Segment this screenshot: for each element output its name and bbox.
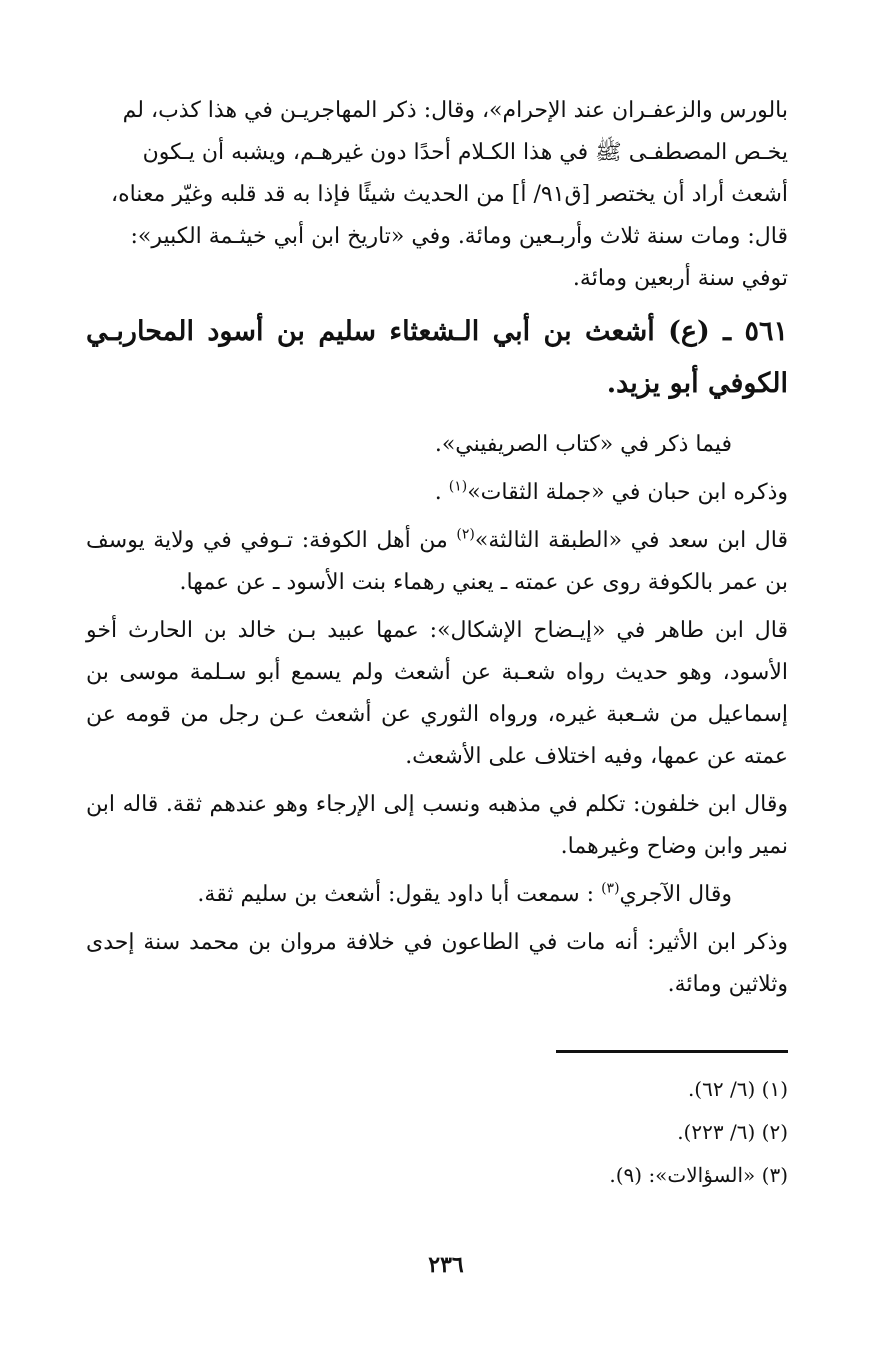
- footnote-ref-1: (١): [448, 478, 468, 495]
- paragraph-text: قال ابن سعد في «الطبقة الثالثة»: [474, 528, 788, 553]
- footnote-ref-3: (٣): [601, 880, 620, 897]
- footnote-1: (١) (٦/ ٦٢).: [687, 1077, 788, 1101]
- paragraph-ibn-athir: وذكر ابن الأثير: أنه مات في الطاعون في خلافة مروان بن محمد سنة إحدى وثلاثين ومائة.: [86, 930, 788, 997]
- paragraph-text: وقال الآجري: [619, 882, 732, 907]
- paragraph-text-cont: : سمعت أبا داود يقول: أشعث بن سليم ثقة.: [197, 882, 602, 907]
- text-line: بالورس والزعفـران عند الإحرام»، وقال: ذكر المهاجريـن في هذا كذب، لم: [122, 98, 788, 123]
- paragraph-text-cont: من أهل الكوفة: تـوفي في ولاية يوسف بن عمر بالكوفة روى عن عمته ـ يعني رهماء بنت الأسود ـ عن عمها.: [86, 528, 788, 595]
- text-line: توفي سنة أربعين ومائة.: [572, 266, 788, 291]
- page-number: ٢٣٦: [428, 1252, 464, 1278]
- footnote-3: (٣) «السؤالات»: (٩).: [609, 1163, 788, 1187]
- page-body: [86, 90, 788, 1012]
- paragraph-ibn-tahir: قال ابن طاهر في «إيـضاح الإشكال»: عمها عبيد بـن خالد بن الحارث أخو الأسود، وهو حديث رواه شعـبة عن أشعث ولم يسمع أبو سـلمة موسى بن إسماعيل من شـعبة غيره، ورواه الثوري عن أشعث عـن رجل من قومه عن عمته عن عمها، وفيه اختلاف على الأشعث.: [86, 618, 788, 769]
- paragraph-sarifini: فيما ذكر في «كتاب الصريفيني».: [434, 432, 732, 457]
- continued-paragraph: [86, 90, 788, 300]
- paragraph-ajurri: [86, 874, 788, 916]
- footnote-2: (٢) (٦/ ٢٢٣).: [677, 1120, 788, 1144]
- footnotes: [420, 1068, 788, 1197]
- paragraph-end: .: [434, 480, 449, 505]
- text-line: يخـص المصطفـى ﷺ في هذا الكـلام أحدًا دون غيرهـم، ويشبه أن يـكون: [142, 140, 788, 165]
- footnote-ref-2: (٢): [456, 526, 475, 543]
- paragraph-ibn-saad: [86, 520, 788, 604]
- entry-heading: ٥٦١ ـ (ع) أشعث بن أبي الـشعثاء سليم بن أسود المحاربـي الكوفي أبو يزيد.: [86, 316, 788, 399]
- paragraph-ibn-hibban: [86, 472, 788, 514]
- text-line: قال: ومات سنة ثلاث وأربـعين ومائة. وفي «تاريخ ابن أبي خيثـمة الكبير»:: [130, 224, 788, 249]
- paragraph-text: وذكره ابن حبان في «جملة الثقات»: [467, 480, 788, 505]
- footnote-divider: [556, 1050, 788, 1053]
- paragraph-ibn-khalfun: وقال ابن خلفون: تكلم في مذهبه ونسب إلى الإرجاء وهو عندهم ثقة. قاله ابن نمير وابن وضاح وغيرهما.: [86, 792, 788, 859]
- text-line: أشعث أراد أن يختصر [ق٩١/ أ] من الحديث شيئًا فإذا به قد قلبه وغيّر معناه،: [110, 182, 788, 207]
